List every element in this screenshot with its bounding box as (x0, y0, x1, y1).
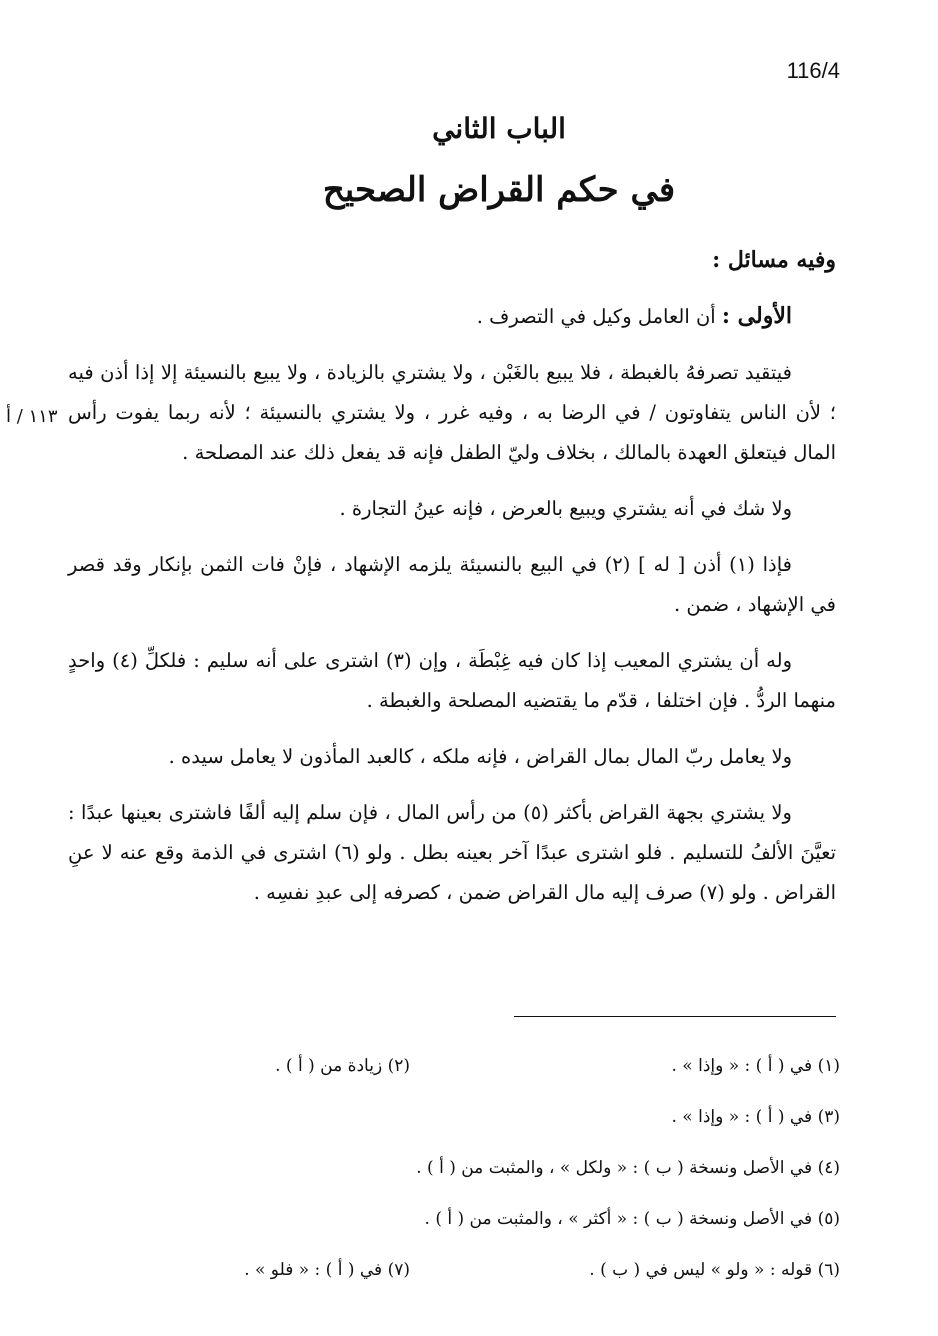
footnote-6: (٦) قوله : « ولو » ليس في ( ب ) . (589, 1259, 840, 1280)
footnote-row (150, 1244, 840, 1295)
paragraph: فإذا (١) أذن [ له ] (٢) في البيع بالنسيئة يلزمه الإشهاد ، فإنْ فات الثمن بإنكار وقد قصر في الإشهاد ، ضمن . (68, 553, 836, 616)
chapter-subtitle: في حكم القراض الصحيح (322, 170, 676, 210)
footnote-5: (٥) في الأصل ونسخة ( ب ) : « أكثر » ، والمثبت من ( أ ) . (424, 1208, 840, 1229)
paragraph: فيتقيد تصرفهُ بالغبطة ، فلا يبيع بالغَبْن ، ولا يشتري بالزيادة ، ولا يبيع بالنسيئة إلا إذا أذن فيه ؛ لأن الناس يتفاوتون / في الرضا به ، وفيه غرر ، ولا يشتري بالنسيئة ؛ لأنه ربما يفوت رأس المال فيتعلق العهدة بالمالك ، بخلاف وليّ الطفل فإنه قد يفعل ذلك عند المصلحة . (68, 361, 836, 464)
chapter-title: الباب الثاني (432, 112, 566, 145)
first-issue-text: أن العامل وكيل في التصرف . (476, 305, 716, 328)
footnote-row (150, 1142, 840, 1193)
paragraph: ولا يعامل ربّ المال بمال القراض ، فإنه ملكه ، كالعبد المأذون لا يعامل سيده . (168, 745, 792, 768)
footnote-row (150, 1040, 840, 1091)
main-text (68, 240, 836, 929)
footnote-7: (٧) في ( أ ) : « فلو » . (244, 1259, 410, 1280)
first-issue (68, 296, 836, 337)
footnote-3: (٣) في ( أ ) : « وإذا » . (671, 1106, 840, 1127)
footnote-2: (٢) زيادة من ( أ ) . (275, 1055, 410, 1076)
footnote-divider (514, 1016, 836, 1017)
paragraph: ولا يشتري بجهة القراض بأكثر (٥) من رأس المال ، فإن سلم إليه ألفًا فاشترى بعينها عبدًا : تعيَّنَ الألفُ للتسليم . فلو اشترى عبدًا آخر بعينه بطل . ولو (٦) اشترى في الذمة وقع عنه لا عنِ القراض . ولو (٧) صرف إليه مال القراض ضمن ، كصرفه إلى عبدِ نفسِه . (68, 801, 836, 904)
footnotes (150, 1040, 840, 1295)
footnote-row (150, 1193, 840, 1244)
page-number: 116/4 (786, 58, 840, 83)
footnote-row (150, 1091, 840, 1142)
manuscript-folio-reference: ١١٣ / أ (6, 406, 58, 427)
section-intro: وفيه مسائل : (712, 247, 836, 273)
first-issue-lead: الأولى : (721, 303, 792, 329)
footnote-1: (١) في ( أ ) : « وإذا » . (671, 1055, 840, 1076)
paragraph: وله أن يشتري المعيب إذا كان فيه غِبْطَة ، وإن (٣) اشترى على أنه سليم : فلكلِّ (٤) واحدٍ منهما الردُّ . فإن اختلفا ، قدّم ما يقتضيه المصلحة والغبطة . (68, 649, 836, 712)
paragraph: ولا شك في أنه يشتري ويبيع بالعرض ، فإنه عينُ التجارة . (339, 497, 792, 520)
footnote-4: (٤) في الأصل ونسخة ( ب ) : « ولكل » ، والمثبت من ( أ ) . (416, 1157, 840, 1178)
